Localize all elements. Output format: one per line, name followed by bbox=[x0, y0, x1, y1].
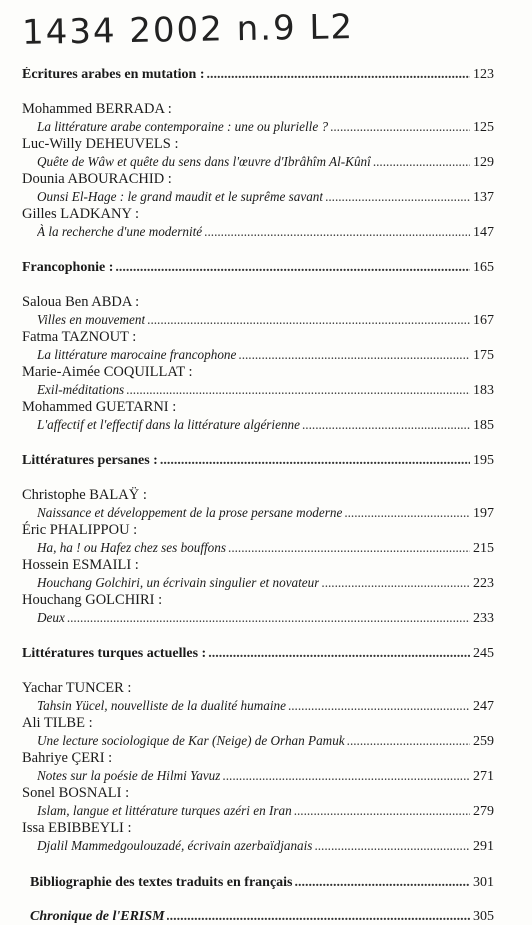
section-spacer bbox=[22, 627, 494, 641]
dot-leader bbox=[302, 416, 470, 433]
article-entry-title: Exil-méditations bbox=[37, 382, 125, 397]
page-number: 259 bbox=[473, 734, 494, 749]
page-number: 165 bbox=[473, 260, 494, 275]
author-name: Mohammed BERRADA : bbox=[22, 101, 172, 117]
dot-leader bbox=[67, 609, 470, 626]
author-name: Sonel BOSNALI : bbox=[22, 785, 130, 801]
article-entry-title: Ounsi El-Hage : le grand maudit et le suprême savant bbox=[37, 189, 324, 204]
article-entry bbox=[22, 416, 494, 434]
page-number: 137 bbox=[473, 190, 494, 205]
dot-leader bbox=[330, 118, 470, 135]
article-entry-title: Quête de Wâw et quête du sens dans l'œuvre d'Ibrâhîm Al-Kûnî bbox=[37, 154, 371, 169]
article-entry-title: À la recherche d'une modernité bbox=[37, 224, 203, 239]
page-number: 247 bbox=[473, 699, 494, 714]
article-entry bbox=[22, 188, 494, 206]
table-of-contents bbox=[22, 62, 494, 925]
author-name: Bahriye ÇERI : bbox=[22, 750, 113, 766]
page-number: 197 bbox=[473, 506, 494, 521]
author-name: Houchang GOLCHIRI : bbox=[22, 592, 163, 608]
dot-leader bbox=[167, 909, 470, 925]
dot-leader bbox=[207, 67, 471, 83]
author-name: Hossein ESMAILI : bbox=[22, 557, 139, 573]
page-number: 245 bbox=[473, 646, 494, 661]
author-name: Saloua Ben ABDA : bbox=[22, 294, 140, 310]
page-number: 305 bbox=[473, 909, 494, 924]
article-entry-title: Une lecture sociologique de Kar (Neige) de Orhan Pamuk bbox=[37, 733, 345, 748]
dot-leader bbox=[295, 875, 471, 891]
dot-leader bbox=[228, 539, 470, 556]
author-name: Yachar TUNCER : bbox=[22, 680, 132, 696]
article-entry-title: L'affectif et l'effectif dans la littérature algérienne bbox=[37, 417, 300, 432]
page-number: 291 bbox=[473, 839, 494, 854]
article-entry bbox=[22, 574, 494, 592]
chronicle-entry bbox=[22, 909, 494, 925]
author-name: Dounia ABOURACHID : bbox=[22, 171, 172, 187]
section-heading-title: Littératures persanes : bbox=[22, 453, 158, 468]
article-entry-title: La littérature arabe contemporaine : une ou plurielle ? bbox=[37, 119, 329, 134]
article-entry bbox=[22, 609, 494, 627]
article-entry bbox=[22, 153, 494, 171]
article-entry bbox=[22, 802, 494, 820]
page-number: 279 bbox=[473, 804, 494, 819]
article-entry bbox=[22, 697, 494, 715]
author-name: Mohammed GUETARNI : bbox=[22, 399, 177, 415]
dot-leader bbox=[238, 346, 470, 363]
page-number: 123 bbox=[473, 67, 494, 82]
author-name: Christophe BALAŸ : bbox=[22, 487, 147, 503]
dot-leader bbox=[344, 504, 470, 521]
article-entry bbox=[22, 504, 494, 522]
article-entry-title: Villes en mouvement bbox=[37, 312, 146, 327]
article-entry bbox=[22, 539, 494, 557]
article-entry-title: Houchang Golchiri, un écrivain singulier et novateur bbox=[37, 575, 320, 590]
page-number: 183 bbox=[473, 383, 494, 398]
article-entry-title: Tahsin Yücel, nouvelliste de la dualité humaine bbox=[37, 698, 286, 713]
section-heading bbox=[22, 260, 494, 276]
section-spacer bbox=[22, 855, 494, 869]
article-entry-title: Deux bbox=[37, 610, 65, 625]
page-number: 167 bbox=[473, 313, 494, 328]
page-number: 195 bbox=[473, 453, 494, 468]
article-entry-title: Notes sur la poésie de Hilmi Yavuz bbox=[37, 768, 221, 783]
dot-leader bbox=[208, 646, 470, 662]
article-entry bbox=[22, 732, 494, 750]
section-spacer bbox=[22, 241, 494, 255]
page-number: 147 bbox=[473, 225, 494, 240]
dot-leader bbox=[204, 223, 470, 240]
article-entry bbox=[22, 381, 494, 399]
page-number: 223 bbox=[473, 576, 494, 591]
dot-leader bbox=[321, 574, 470, 591]
dot-leader bbox=[347, 732, 470, 749]
page-number: 129 bbox=[473, 155, 494, 170]
article-entry-title: La littérature marocaine francophone bbox=[37, 347, 237, 362]
author-name: Marie-Aimée COQUILLAT : bbox=[22, 364, 193, 380]
bibliography-entry-title: Bibliographie des textes traduits en français bbox=[30, 875, 293, 890]
page-number: 185 bbox=[473, 418, 494, 433]
author-name: Gilles LADKANY : bbox=[22, 206, 140, 222]
dot-leader bbox=[147, 311, 470, 328]
article-entry-title: Islam, langue et littérature turques azéri en Iran bbox=[37, 803, 292, 818]
article-entry-title: Djalil Mammedgoulouzadé, écrivain azerbaïdjanais bbox=[37, 838, 313, 853]
dot-leader bbox=[294, 802, 470, 819]
article-entry bbox=[22, 767, 494, 785]
handwritten-annotation: 1434 2002 n.9 L2 bbox=[21, 7, 355, 53]
page-number: 233 bbox=[473, 611, 494, 626]
bibliography-entry bbox=[22, 875, 494, 891]
page-number: 125 bbox=[473, 120, 494, 135]
dot-leader bbox=[325, 188, 470, 205]
page-number: 271 bbox=[473, 769, 494, 784]
article-entry bbox=[22, 346, 494, 364]
dot-leader bbox=[126, 381, 470, 398]
article-entry bbox=[22, 223, 494, 241]
author-name: Ali TILBE : bbox=[22, 715, 93, 731]
author-name: Éric PHALIPPOU : bbox=[22, 522, 138, 538]
article-entry-title: Naissance et développement de la prose persane moderne bbox=[37, 505, 343, 520]
article-entry bbox=[22, 118, 494, 136]
dot-leader bbox=[115, 260, 470, 276]
dot-leader bbox=[288, 697, 470, 714]
page-number: 301 bbox=[473, 875, 494, 890]
page-number: 175 bbox=[473, 348, 494, 363]
section-heading-title: Écritures arabes en mutation : bbox=[22, 67, 205, 82]
dot-leader bbox=[160, 453, 470, 469]
dot-leader bbox=[314, 837, 470, 854]
article-entry bbox=[22, 311, 494, 329]
section-heading bbox=[22, 646, 494, 662]
section-heading bbox=[22, 453, 494, 469]
article-entry bbox=[22, 837, 494, 855]
author-name: Fatma TAZNOUT : bbox=[22, 329, 137, 345]
section-heading-title: Francophonie : bbox=[22, 260, 114, 275]
section-heading-title: Littératures turques actuelles : bbox=[22, 646, 207, 661]
section-heading bbox=[22, 67, 494, 83]
chronicle-entry-title: Chronique de l'ERISM bbox=[30, 909, 165, 924]
author-name: Luc-Willy DEHEUVELS : bbox=[22, 136, 179, 152]
article-entry-title: Ha, ha ! ou Hafez chez ses bouffons bbox=[37, 540, 227, 555]
author-name: Issa EBIBBEYLI : bbox=[22, 820, 132, 836]
page-number: 215 bbox=[473, 541, 494, 556]
dot-leader bbox=[373, 153, 470, 170]
section-spacer bbox=[22, 434, 494, 448]
dot-leader bbox=[222, 767, 470, 784]
